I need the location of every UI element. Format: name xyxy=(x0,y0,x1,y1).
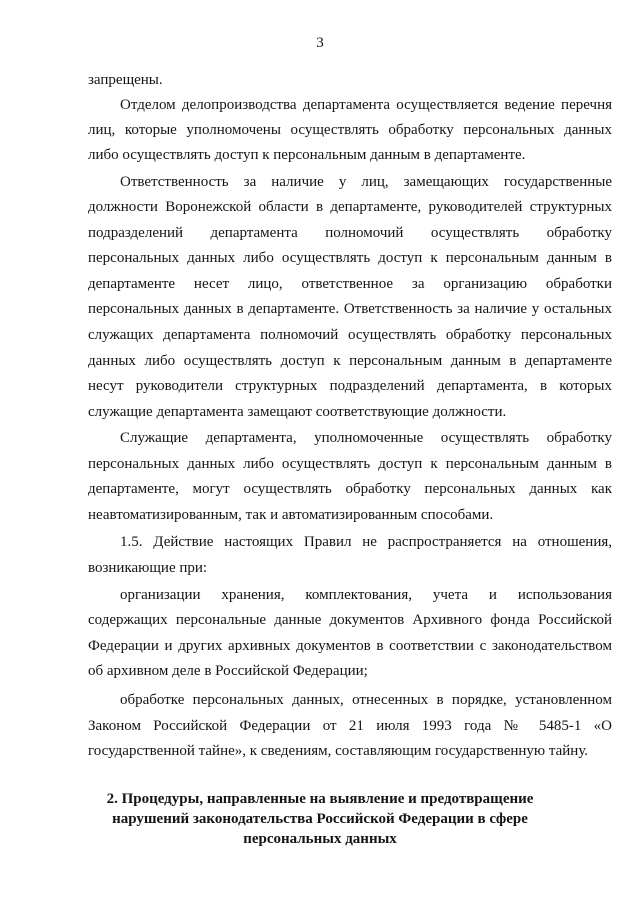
text-line: возникающие при: xyxy=(88,560,208,576)
text-line: неавтоматизированным, так и автоматизированным способами. xyxy=(88,507,494,523)
text-line: персональных данных в департаменте. Ответственность за наличие у остальных xyxy=(88,301,612,317)
text-line: запрещены. xyxy=(88,72,163,88)
text-line: организации хранения, комплектования, учета и использования xyxy=(120,587,612,603)
text-line: несут руководители структурных подразделений департамента, в которых xyxy=(88,378,612,394)
text-line: об архивном деле в Российской Федерации; xyxy=(88,663,368,679)
text-line: Федерации и других архивных документов в соответствии с законодательством xyxy=(88,638,612,654)
text-line: лиц, которые уполномочены осуществлять обработку персональных данных xyxy=(88,122,612,138)
text-line: данных либо осуществлять доступ к персональным данным в департаменте xyxy=(88,353,612,369)
text-line: Ответственность за наличие у лиц, замещающих государственные xyxy=(120,174,612,190)
text-line: департаменте несет лицо, ответственное за организацию обработки xyxy=(88,276,612,292)
text-line: Законом Российской Федерации от 21 июля 1993 года № 5485-1 «О xyxy=(88,718,612,734)
section-heading-line: 2. Процедуры, направленные на выявление и предотвращение xyxy=(106,791,534,807)
text-line: служащие департамента замещают соответствующие должности. xyxy=(88,404,507,420)
text-line: обработке персональных данных, отнесенных в порядке, установленном xyxy=(120,692,612,708)
text-line: персональных данных либо осуществлять доступ к персональным данным в xyxy=(88,250,612,266)
section-heading-line: нарушений законодательства Российской Федерации в сфере xyxy=(112,811,528,827)
text-line: государственной тайне», к сведениям, составляющим государственную тайну. xyxy=(88,743,589,759)
text-line: 1.5. Действие настоящих Правил не распространяется на отношения, xyxy=(120,534,612,550)
text-line: либо осуществлять доступ к персональным данным в департаменте. xyxy=(88,147,526,163)
text-line: содержащих персональные данные документов Архивного фонда Российской xyxy=(88,612,612,628)
text-line: служащих департамента полномочий осуществлять обработку персональных xyxy=(88,327,612,343)
section-heading-line: персональных данных xyxy=(243,831,397,847)
text-line: должности Воронежской области в департаменте, руководителей структурных xyxy=(88,199,612,215)
text-line: Служащие департамента, уполномоченные осуществлять обработку xyxy=(120,430,612,446)
text-line: департаменте, могут осуществлять обработку персональных данных как xyxy=(88,481,612,497)
text-line: персональных данных либо осуществлять доступ к персональным данным в xyxy=(88,456,612,472)
page-number: 3 xyxy=(316,35,324,51)
text-line: Отделом делопроизводства департамента осуществляется ведение перечня xyxy=(120,97,612,113)
text-line: подразделений департамента полномочий осуществлять обработку xyxy=(88,225,612,241)
